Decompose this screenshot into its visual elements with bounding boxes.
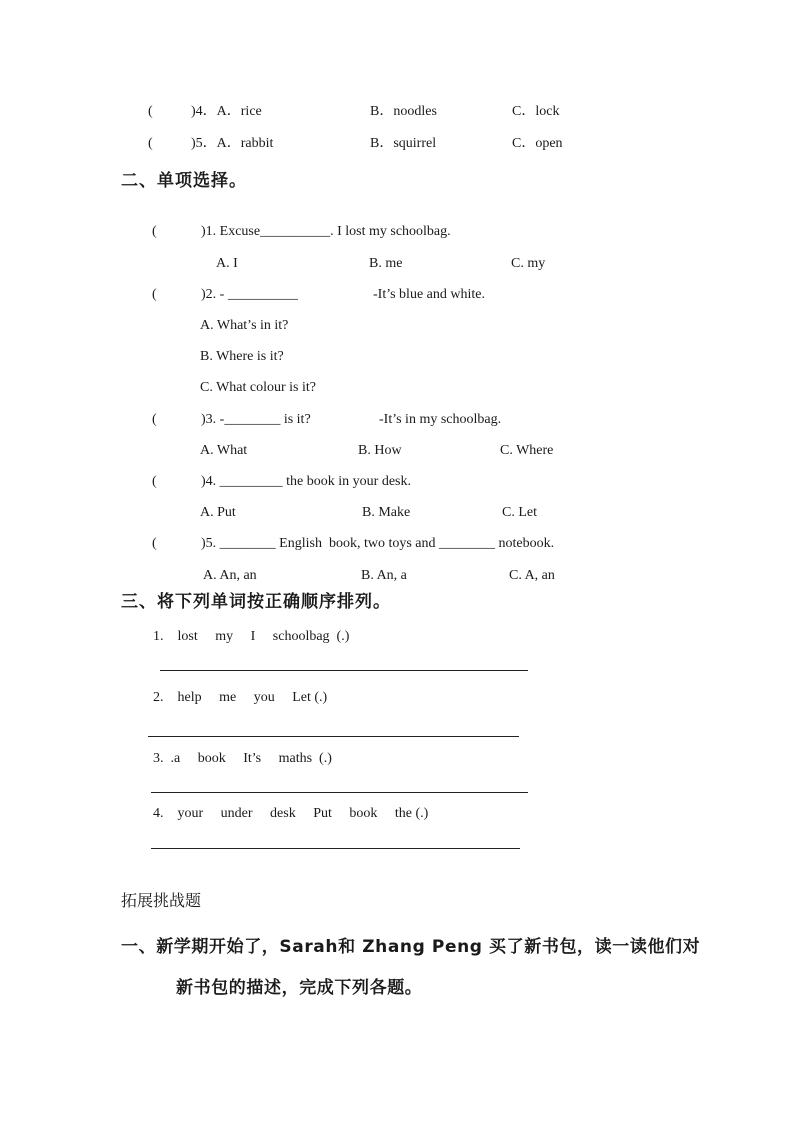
s2-q1-option-c: C. my xyxy=(511,256,546,271)
s2-q3-option-a: A. What xyxy=(200,443,248,458)
s2-q3-reply: -It’s in my schoolbag. xyxy=(379,412,502,427)
s2-q1-option-b: B. me xyxy=(369,256,403,271)
extension-title: 拓展挑战题 xyxy=(121,891,202,910)
s3-answer-line-3[interactable] xyxy=(151,792,528,793)
s3-item-3: 3. .a book It’s maths (.) xyxy=(153,751,332,766)
s2-q5-option-c: C. A, an xyxy=(509,568,555,583)
q5-option-b: B．squirrel xyxy=(370,136,437,151)
s2-q5-option-b: B. An, a xyxy=(361,568,407,583)
s2-q5-paren: ( xyxy=(152,536,157,551)
s2-q4-option-b: B. Make xyxy=(362,505,411,520)
q4-option-a: )4．A．rice xyxy=(191,104,262,119)
s2-q5-option-a: A. An, an xyxy=(203,568,257,583)
s2-q4-option-a: A. Put xyxy=(200,505,236,520)
s2-q1-option-a: A. I xyxy=(216,256,238,271)
q4-option-c: C．lock xyxy=(512,104,560,119)
s2-q3-option-c: C. Where xyxy=(500,443,554,458)
s3-item-2: 2. help me you Let (.) xyxy=(153,690,328,705)
q5-paren: ( xyxy=(148,136,153,151)
s2-q2-reply: -It’s blue and white. xyxy=(373,287,485,302)
s2-q2-option-a: A. What’s in it? xyxy=(200,318,289,333)
s2-q4-option-c: C. Let xyxy=(502,505,537,520)
s2-q1-stem: )1. Excuse__________. I lost my schoolbag. xyxy=(201,224,451,239)
q5-option-a: )5．A．rabbit xyxy=(191,136,274,151)
q5-option-c: C．open xyxy=(512,136,563,151)
s2-q2-paren: ( xyxy=(152,287,157,302)
s2-q2-stem: )2. - __________ xyxy=(201,287,298,302)
s2-q3-paren: ( xyxy=(152,412,157,427)
s3-item-1: 1. lost my I schoolbag (.) xyxy=(153,629,350,644)
s2-q5-stem: )5. ________ English book, two toys and ________ notebook. xyxy=(201,536,555,551)
s2-q4-stem: )4. _________ the book in your desk. xyxy=(201,474,411,489)
s3-answer-line-1[interactable] xyxy=(160,670,528,671)
extension-q1-line1: 一、新学期开始了，Sarah和 Zhang Peng 买了新书包，读一读他们对 xyxy=(121,937,701,957)
s2-q4-paren: ( xyxy=(152,474,157,489)
section3-heading: 三、将下列单词按正确顺序排列。 xyxy=(121,592,391,612)
s2-q2-option-b: B. Where is it? xyxy=(200,349,284,364)
q4-paren: ( xyxy=(148,104,153,119)
section2-heading: 二、单项选择。 xyxy=(121,171,247,191)
s2-q1-paren: ( xyxy=(152,224,157,239)
extension-q1-line2: 新书包的描述，完成下列各题。 xyxy=(176,978,423,998)
s2-q2-option-c: C. What colour is it? xyxy=(200,380,316,395)
q4-option-b: B．noodles xyxy=(370,104,437,119)
s2-q3-stem: )3. -________ is it? xyxy=(201,412,311,427)
s3-answer-line-4[interactable] xyxy=(151,848,520,849)
s3-answer-line-2[interactable] xyxy=(148,736,519,737)
s3-item-4: 4. your under desk Put book the (.) xyxy=(153,806,429,821)
s2-q3-option-b: B. How xyxy=(358,443,402,458)
